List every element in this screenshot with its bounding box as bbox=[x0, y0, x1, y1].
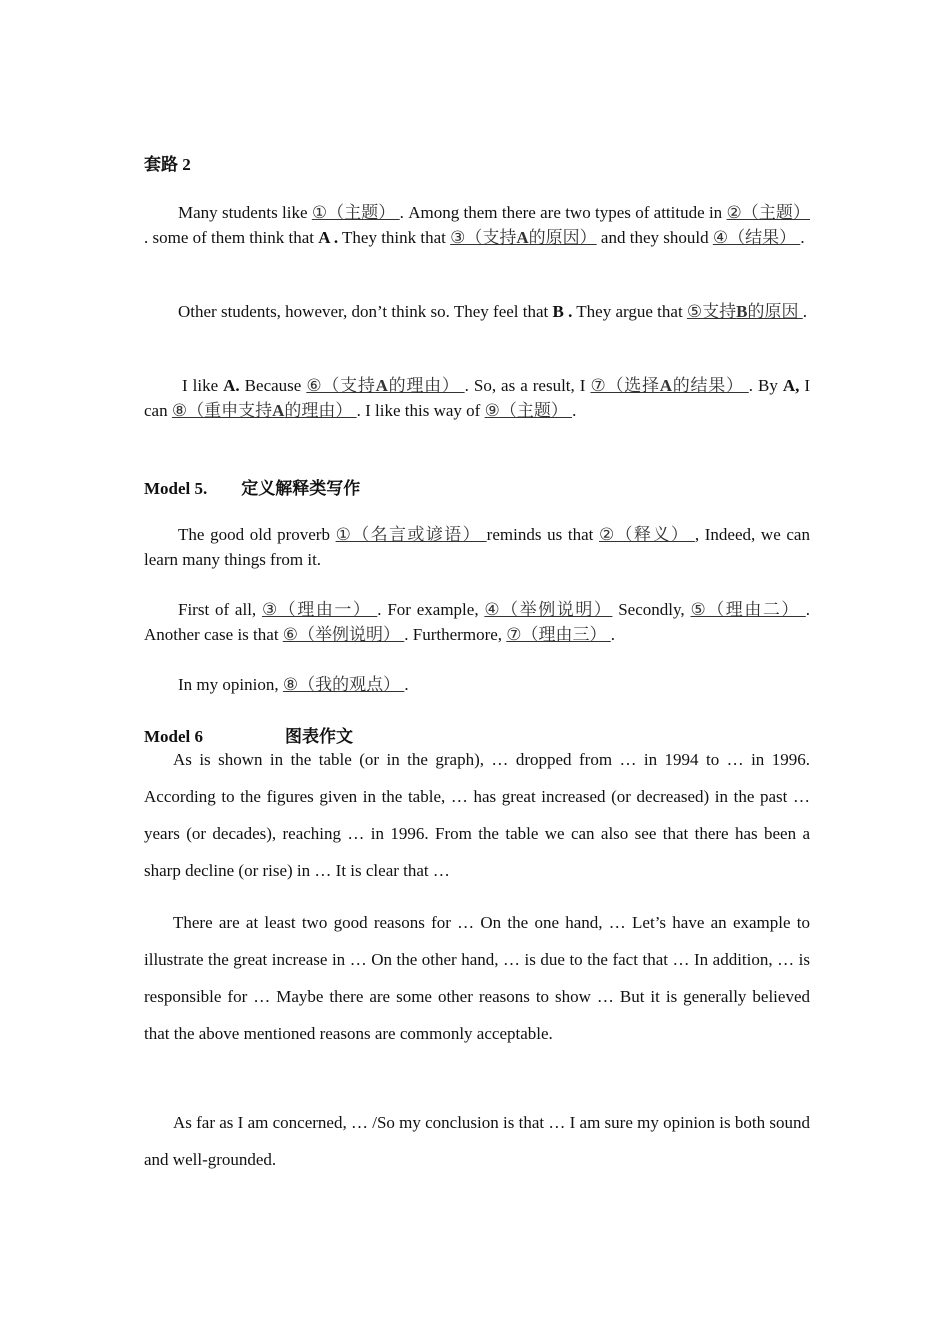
blank-5: ⑤支持B的原因 bbox=[686, 302, 803, 321]
blank-4: ④（结果） bbox=[712, 228, 801, 247]
blank-2: ②（主题） bbox=[726, 203, 810, 222]
blank-m5-6: ⑥（举例说明） bbox=[282, 625, 405, 644]
blank-m5-5: ⑤（理由二） bbox=[690, 600, 806, 619]
blank-m5-4: ④（举例说明） bbox=[484, 600, 613, 619]
blank-1: ①（主题） bbox=[311, 203, 400, 222]
section-title-model-5: Model 5. 定义解释类写作 bbox=[144, 479, 361, 498]
t2-paragraph-3: I like A. Because ⑥（支持A的理由） . So, as a result, I ⑦（选择A的结果） . By A, I can ⑧（重申支持A的理由） . I like this way of ⑨（主题） . bbox=[144, 376, 811, 420]
m6-paragraph-2: There are at least two good reasons for … On the one hand, … Let’s have an example to illustrate the great increase in … On the other hand, … is due to the fact that … In addition, … is responsible for … Maybe there are some other reasons to show … But it is generally believed that the above mentioned reasons are commonly acceptable. bbox=[144, 913, 810, 1043]
blank-m5-3: ③（理由一） bbox=[261, 600, 378, 619]
section-title-model-6: Model 6 图表作文 bbox=[144, 727, 354, 746]
t2-paragraph-1: Many students like ①（主题） . Among them there are two types of attitude in ②（主题） . some of them think that A . They think that ③（支持A的原因） and they should ④（结果） . bbox=[144, 203, 810, 247]
blank-m5-8: ⑧（我的观点） bbox=[282, 675, 405, 694]
blank-m5-7: ⑦（理由三） bbox=[506, 625, 611, 644]
section-title-t2: 套路 2 bbox=[144, 155, 191, 174]
blank-6: ⑥（支持A的理由） bbox=[306, 376, 465, 395]
blank-3: ③（支持A的原因） bbox=[450, 228, 597, 247]
blank-m5-2: ②（释义） bbox=[599, 525, 695, 544]
m5-paragraph-3: In my opinion, ⑧（我的观点） . bbox=[178, 675, 409, 694]
m5-paragraph-2: First of all, ③（理由一） . For example, ④（举例说明） Secondly, ⑤（理由二） . Another case is that ⑥（举例说明） . Furthermore, ⑦（理由三） . bbox=[144, 600, 811, 644]
blank-m5-1: ①（名言或谚语） bbox=[335, 525, 487, 544]
blank-9: ⑨（主题） bbox=[484, 401, 573, 420]
m6-paragraph-3: As far as I am concerned, … /So my conclusion is that … I am sure my opinion is both sound and well-grounded. bbox=[144, 1113, 810, 1169]
t2-paragraph-2: Other students, however, don’t think so. They feel that B . They argue that ⑤支持B的原因 . bbox=[178, 302, 808, 321]
m5-paragraph-1: The good old proverb ①（名言或谚语） reminds us that ②（释义） , Indeed, we can learn many things from it. bbox=[144, 525, 810, 569]
blank-7: ⑦（选择A的结果） bbox=[590, 376, 749, 395]
m6-paragraph-1: As is shown in the table (or in the graph), … dropped from … in 1994 to … in 1996. According to the figures given in the table, … has great increased (or decreased) in the past … years (or decades), reaching … in 1996. From the table we can also see that there has been a sharp decline (or rise) in … It is clear that … bbox=[144, 750, 810, 880]
blank-8: ⑧（重申支持A的理由） bbox=[171, 401, 357, 420]
